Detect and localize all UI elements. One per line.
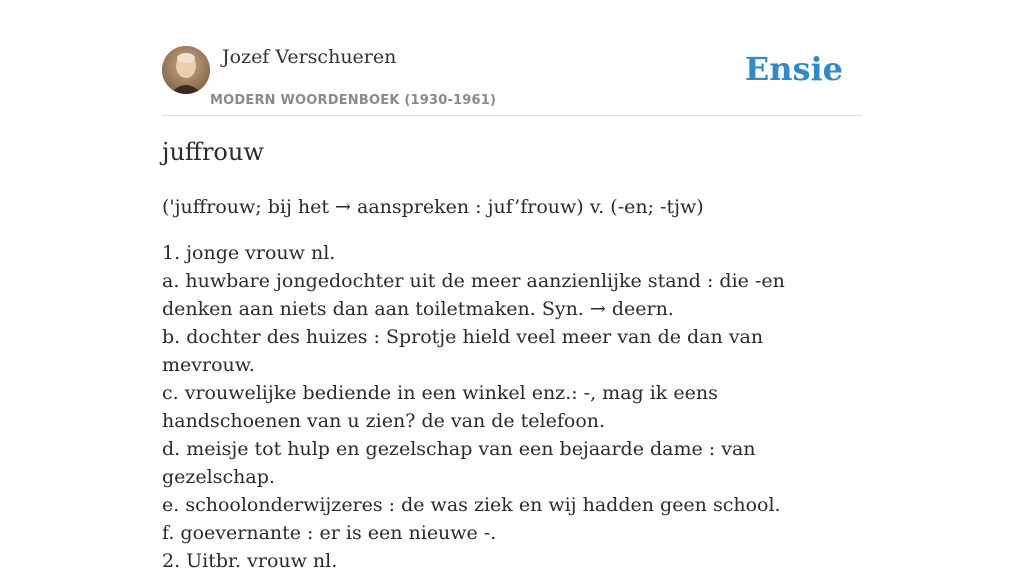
author-name[interactable]: Jozef Verschueren [222, 46, 397, 68]
definition-line: f. goevernante : er is een nieuwe -. [162, 522, 497, 544]
definition-line: c. vrouwelijke bediende in een winkel enz.: -, mag ik eens handschoenen van u zien? de van de telefoon. [162, 382, 718, 432]
portrait-image [162, 46, 210, 94]
definition-line: 2. Uitbr. vrouw nl. [162, 550, 338, 572]
entry-pronunciation: ('juffrouw; bij het → aanspreken : juf’frouw) v. (-en; -tjw) [162, 196, 704, 218]
definition-line: d. meisje tot hulp en gezelschap van een bejaarde dame : van gezelschap. [162, 438, 756, 488]
definition-line: a. huwbare jongedochter uit de meer aanzienlijke stand : die -en denken aan niets dan aan toiletmaken. Syn. → deern. [162, 270, 785, 320]
site-logo[interactable]: Ensie [744, 50, 843, 88]
page-container [162, 0, 862, 572]
author-avatar[interactable] [162, 46, 210, 94]
definition-line: 1. jonge vrouw nl. [162, 242, 336, 264]
entry-definitions [162, 239, 852, 575]
definition-line: b. dochter des huizes : Sprotje hield veel meer van de dan van mevrouw. [162, 326, 764, 376]
definition-line: e. schoolonderwijzeres : de was ziek en wij hadden geen school. [162, 494, 781, 516]
entry-title: juffrouw [162, 138, 264, 166]
page-header [162, 0, 862, 116]
dictionary-name[interactable]: MODERN WOORDENBOEK (1930-1961) [210, 93, 497, 108]
